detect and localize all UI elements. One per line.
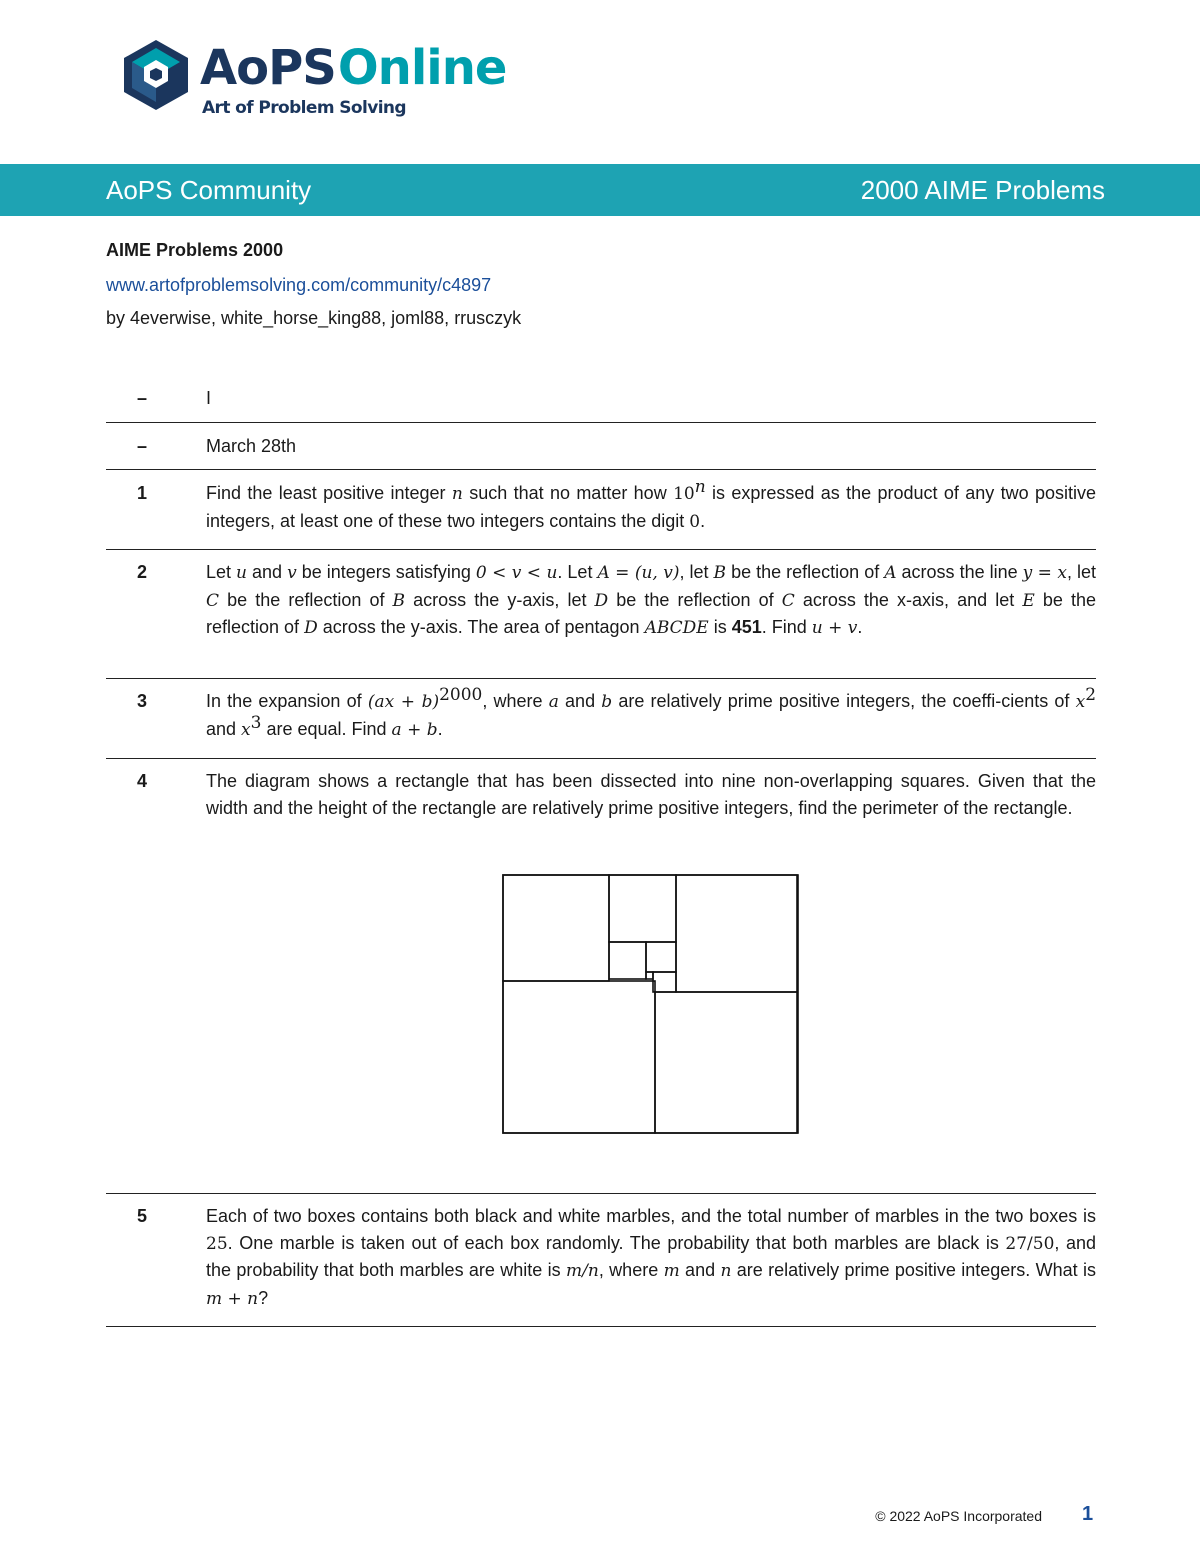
problem-text: Let u and v be integers satisfying 0 < v < u. Let A = (u, v), let B be the reflection of A across the line y = x, let C be the reflection of B across the y-axis, let D be the reflection of C across the x-axis, and let E be the reflection of D across the y-axis. The area of pentagon ABCDE is 451. Find u + v.: [206, 562, 1096, 638]
section-marker: –: [136, 388, 147, 408]
problem-number: 3: [136, 691, 147, 711]
date-marker: –: [136, 436, 147, 456]
collection-authors: by 4everwise, white_horse_king88, joml88, rrusczyk: [106, 308, 522, 328]
square-d: [676, 875, 797, 992]
date-label: March 28th: [206, 436, 297, 456]
row-divider: [106, 1326, 1096, 1327]
header-band: [0, 164, 1200, 216]
square-f: [646, 942, 676, 972]
community-title: AoPS Community: [106, 175, 312, 205]
collection-url-link[interactable]: www.artofproblemsolving.com/community/c4897: [106, 275, 492, 295]
document-title: 2000 AIME Problems: [860, 175, 1105, 205]
logo-aops-text: AoPS: [200, 40, 336, 96]
aops-online-logo: [124, 40, 524, 130]
problem-number: 4: [136, 771, 147, 791]
problems-table: [106, 380, 1096, 1327]
square-h: [653, 972, 676, 992]
problem-row: [106, 759, 1096, 1193]
square-j: [655, 992, 797, 1133]
square-b: [503, 875, 609, 981]
aops-cube-icon: [124, 40, 188, 110]
page-number: 1: [1082, 1503, 1094, 1525]
problem-row: [106, 1194, 1096, 1326]
problem-text: The diagram shows a rectangle that has been dissected into nine non-overlapping squares. Given that the width and the height of the rectangle are relatively prime positive integers, find the perimeter of the rectangle.: [206, 771, 1096, 818]
problem-row: [106, 470, 1096, 549]
problem-text: Find the least positive integer n such that no matter how 10$^n$ is expressed as the product of any two positive integers, at least one of these two integers contains the digit 0.: [206, 477, 1097, 532]
problem-number: 5: [136, 1206, 147, 1226]
problem-number: 1: [136, 483, 147, 503]
squared-rectangle-diagram: [502, 874, 800, 1136]
logo-online-text: Online: [337, 40, 507, 96]
date-row: [106, 423, 1096, 469]
problem-text: Each of two boxes contains both black and white marbles, and the total number of marbles in the two boxes is 25. One marble is taken out of each box randomly. The probability that both marbles are black is 27/50, and the probability that both marbles are white is m/n, where m and n are relatively prime positive integers. What is m + n?: [206, 1206, 1097, 1309]
collection-title: AIME Problems 2000: [106, 240, 284, 260]
logo-tagline: Art of Problem Solving: [202, 98, 406, 118]
copyright-footer: © 2022 AoPS Incorporated: [875, 1508, 1042, 1524]
section-label: I: [206, 388, 212, 408]
section-row: [106, 380, 1096, 422]
square-i: [503, 981, 655, 1133]
square-c: [609, 875, 676, 942]
logo-wordmark: [200, 40, 507, 96]
problem-row: [106, 679, 1096, 758]
problem-row: [106, 550, 1096, 678]
problem-text: In the expansion of (ax + b)$^{2000}$, where a and b are relatively prime positive integers, the coeffi-cients of $x^2$ and $x^3$ are equal. Find a + b.: [206, 685, 1097, 740]
square-a: [503, 875, 798, 1133]
square-g: [646, 972, 653, 979]
problem-number: 2: [136, 562, 147, 582]
square-e: [609, 942, 646, 979]
